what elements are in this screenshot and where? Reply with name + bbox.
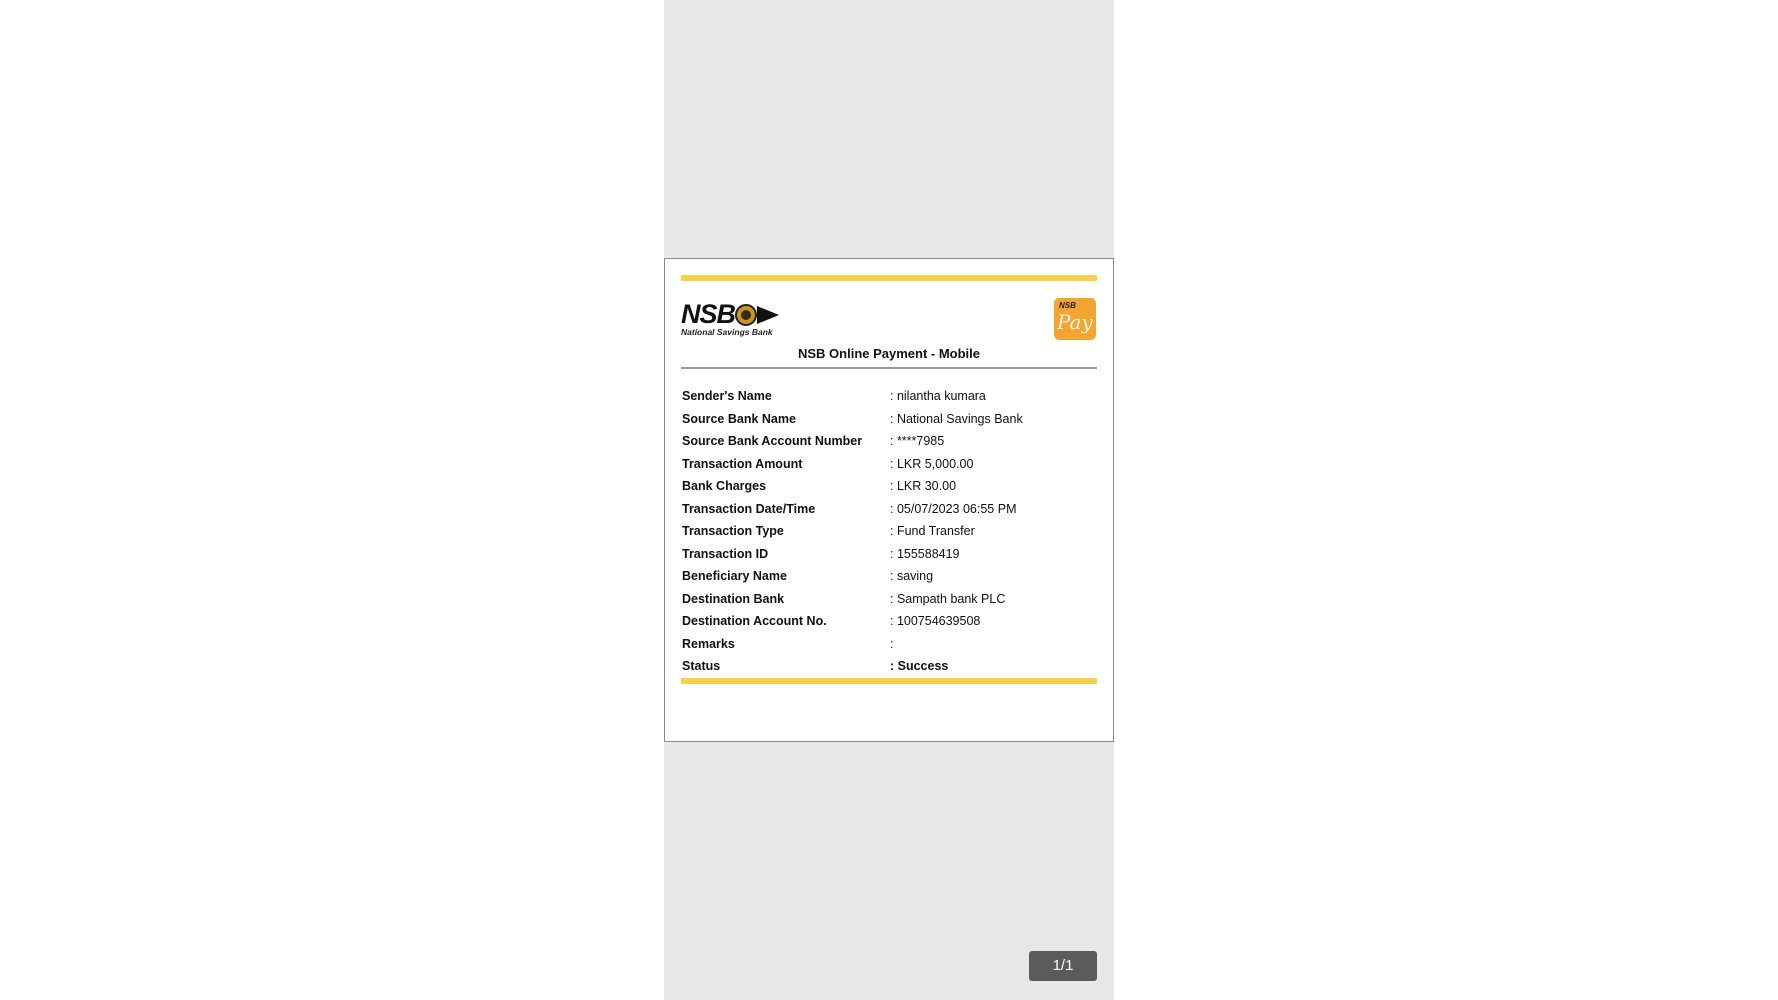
detail-label: Transaction Type bbox=[682, 524, 784, 538]
document-viewer[interactable] bbox=[664, 0, 1114, 1000]
detail-label: Transaction ID bbox=[682, 546, 769, 561]
pay-badge-label: Pay bbox=[1057, 310, 1093, 334]
detail-value: : bbox=[890, 636, 894, 651]
receipt-page bbox=[664, 258, 1114, 742]
detail-label: Beneficiary Name bbox=[682, 569, 787, 583]
logo-subtitle: National Savings Bank bbox=[681, 327, 773, 337]
transaction-details bbox=[682, 387, 1096, 680]
title-divider bbox=[681, 367, 1097, 369]
nsb-pay-badge-icon bbox=[1054, 298, 1096, 340]
detail-value: : LKR 30.00 bbox=[890, 479, 957, 493]
detail-label: Sender's Name bbox=[682, 389, 772, 403]
detail-label: Source Bank Name bbox=[682, 411, 796, 426]
detail-row-transaction-type bbox=[682, 522, 1096, 545]
detail-value: : 05/07/2023 06:55 PM bbox=[890, 501, 1017, 516]
pay-badge-mini-label: NSB bbox=[1059, 301, 1076, 310]
detail-row-bank-charges bbox=[682, 477, 1096, 500]
top-accent-stripe bbox=[681, 275, 1097, 281]
detail-label: Bank Charges bbox=[682, 479, 767, 493]
detail-label: Transaction Amount bbox=[682, 456, 803, 471]
bottom-accent-stripe bbox=[681, 678, 1097, 684]
detail-label: Destination Bank bbox=[682, 591, 785, 606]
detail-row-beneficiary-name bbox=[682, 567, 1096, 590]
detail-value: : 155588419 bbox=[890, 546, 960, 561]
detail-row-destination-account bbox=[682, 612, 1096, 635]
detail-label: Remarks bbox=[682, 636, 735, 651]
detail-value: : ****7985 bbox=[890, 434, 945, 448]
detail-value: : National Savings Bank bbox=[890, 411, 1023, 426]
status-value: : Success bbox=[890, 659, 949, 673]
detail-value: : LKR 5,000.00 bbox=[890, 456, 974, 471]
detail-label: Source Bank Account Number bbox=[682, 434, 863, 448]
detail-row-remarks bbox=[682, 635, 1096, 658]
detail-label: Status bbox=[682, 659, 721, 673]
detail-row-source-account-number bbox=[682, 432, 1096, 455]
detail-label: Transaction Date/Time bbox=[682, 501, 816, 516]
detail-value: : Fund Transfer bbox=[890, 524, 975, 538]
logo-wordmark: NSB bbox=[681, 299, 736, 329]
detail-label: Destination Account No. bbox=[682, 614, 827, 628]
detail-row-transaction-datetime bbox=[682, 500, 1096, 523]
detail-row-transaction-amount bbox=[682, 455, 1096, 478]
detail-value: : nilantha kumara bbox=[890, 389, 986, 403]
detail-row-destination-bank bbox=[682, 590, 1096, 613]
detail-value: : Sampath bank PLC bbox=[890, 591, 1006, 606]
detail-row-status bbox=[682, 657, 1096, 680]
detail-row-source-bank-name bbox=[682, 410, 1096, 433]
nsb-emblem-icon bbox=[735, 303, 781, 327]
receipt-title: NSB Online Payment - Mobile bbox=[797, 346, 981, 361]
detail-value: : 100754639508 bbox=[890, 614, 981, 628]
detail-row-transaction-id bbox=[682, 545, 1096, 568]
detail-value: : saving bbox=[890, 569, 934, 583]
page-counter: 1/1 bbox=[1029, 951, 1097, 981]
detail-row-sender-name bbox=[682, 387, 1096, 410]
nsb-logo bbox=[681, 299, 791, 339]
